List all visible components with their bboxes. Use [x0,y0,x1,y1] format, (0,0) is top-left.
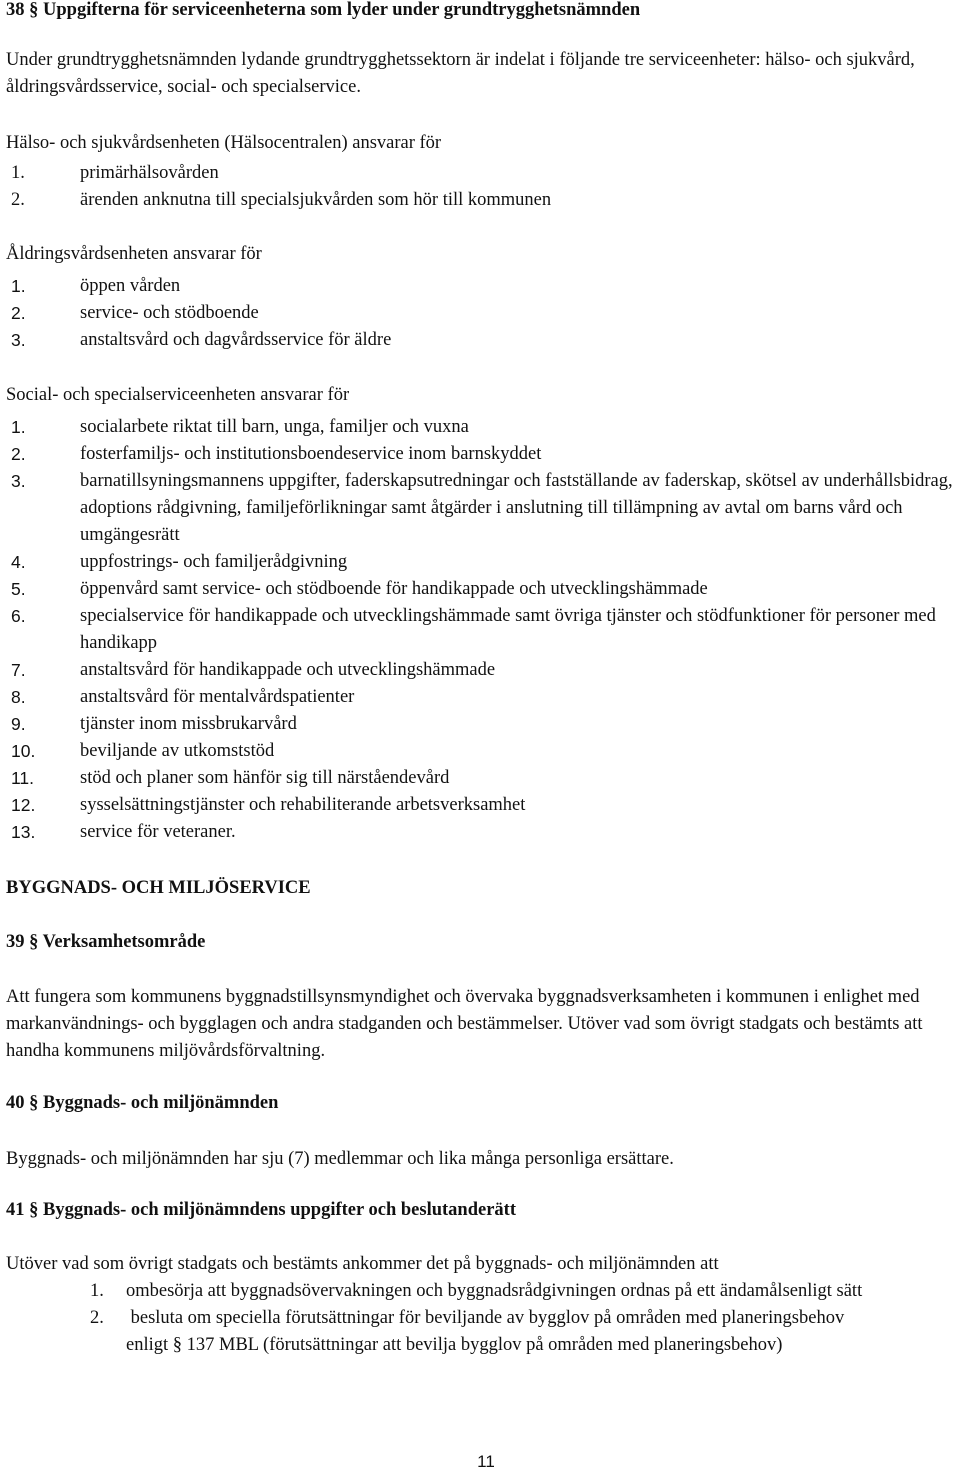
list-text: sysselsättningstjänster och rehabiliterande arbetsverksamhet [80,795,526,815]
list-number: 8. [11,687,26,707]
list-text: specialservice för handikappade och utvecklingshämmade samt övriga tjänster och stödfunktioner för personer med handikapp [80,606,936,653]
list-number: 2. [11,444,26,464]
list-number: 3. [11,471,26,491]
list-item [6,468,956,549]
list-number: 9. [11,714,26,734]
list-number: 4. [11,552,26,572]
list-item [6,711,956,738]
list-text: tjänster inom missbrukarvård [80,714,297,734]
list-item [6,819,956,846]
list-item [6,1305,886,1359]
list-number: 1. [11,417,26,437]
elderly-unit-list [6,273,956,354]
list-text: öppen vården [80,276,181,296]
list-item [6,684,956,711]
list-number: 1. [11,163,25,183]
list-text: socialarbete riktat till barn, unga, familjer och vuxna [80,417,469,437]
list-number: 3. [11,330,26,350]
list-item [6,549,956,576]
list-number: 11. [11,768,35,788]
list-item [6,603,956,657]
section-41-intro: Utöver vad som övrigt stadgats och bestämts ankommer det på byggnads- och miljönämnden att [6,1254,719,1274]
list-text: service- och stödboende [80,303,259,323]
elderly-unit-title: Åldringsvårdsenheten ansvarar för [6,244,262,264]
section-38-intro: Under grundtrygghetsnämnden lydande grundtrygghetssektorn är indelat i följande tre serviceenheter: hälso- och sjukvård, åldringsvårdsservice, social- och specialservice. [6,50,915,97]
list-item [6,160,956,187]
list-text: anstaltsvård för handikappade och utvecklingshämmade [80,660,496,680]
list-item [6,300,956,327]
list-number: 5. [11,579,26,599]
list-item [6,657,956,684]
health-unit-title: Hälso- och sjukvårdsenheten (Hälsocentralen) ansvarar för [6,133,442,153]
list-number: 13. [11,822,36,842]
social-unit-title: Social- och specialserviceenheten ansvarar för [6,385,350,405]
list-number: 6. [11,606,26,626]
list-text: barnatillsyningsmannens uppgifter, faderskapsutredningar och fastställande av faderskap, skötsel av underhållsbidrag, adoptions rådgivning, familjeförlikningar samt åtgärder i anslutning till tillämpning av avtal om barns vård och umgängesrätt [80,471,953,545]
list-text: stöd och planer som hänför sig till närståendevård [80,768,450,788]
list-number: 2. [90,1308,104,1328]
list-text: fosterfamiljs- och institutionsboendeservice inom barnskyddet [80,444,542,464]
section-38-heading: 38 § Uppgifterna för serviceenheterna som lyder under grundtrygghetsnämnden [6,0,641,20]
list-number: 1. [11,276,26,296]
list-item [6,327,956,354]
list-text: öppenvård samt service- och stödboende för handikappade och utvecklingshämmade [80,579,708,599]
list-item [6,765,956,792]
list-text: service för veteraner. [80,822,236,842]
list-text: anstaltsvård och dagvårdsservice för äldre [80,330,392,350]
list-text: ombesörja att byggnadsövervakningen och byggnadsrådgivningen ordnas på ett ändamålsenligt sätt [126,1281,863,1301]
list-number: 2. [11,190,25,210]
list-text: ärenden anknutna till specialsjukvården som hör till kommunen [80,190,552,210]
list-number: 7. [11,660,26,680]
list-item [6,441,956,468]
list-number: 10. [11,741,36,761]
section-41-heading: 41 § Byggnads- och miljönämndens uppgifter och beslutanderätt [6,1200,517,1220]
list-text: anstaltsvård för mentalvårdspatienter [80,687,355,707]
list-item [6,273,956,300]
list-item [6,792,956,819]
section-title: BYGGNADS- OCH MILJÖSERVICE [6,878,311,898]
list-text: primärhälsovården [80,163,219,183]
section-40-text: Byggnads- och miljönämnden har sju (7) medlemmar och lika många personliga ersättare. [6,1149,674,1169]
list-item [6,1278,886,1305]
list-item [6,414,956,441]
list-text: beviljande av utkomststöd [80,741,275,761]
list-item [6,187,956,214]
list-number: 12. [11,795,36,815]
list-number: 2. [11,303,26,323]
section-41-list [6,1278,886,1359]
list-text: besluta om speciella förutsättningar för beviljande av bygglov på områden med planeringsbehov enligt § 137 MBL (förutsättningar att bevilja bygglov på områden med planeringsbehov) [126,1308,849,1355]
list-item [6,576,956,603]
section-39-text: Att fungera som kommunens byggnadstillsynsmyndighet och övervaka byggnadsverksamheten i kommunen i enlighet med markanvändnings- och bygglagen och andra stadganden och bestämmelser. Utöver vad som övrigt stadgats och bestämts att handha kommunens miljövårdsförvaltning. [6,987,923,1061]
section-40-heading: 40 § Byggnads- och miljönämnden [6,1093,279,1113]
list-text: uppfostrings- och familjerådgivning [80,552,348,572]
social-unit-list [6,414,956,846]
list-number: 1. [90,1281,104,1301]
page-number: 11 [477,1452,495,1471]
health-unit-list [6,160,956,214]
list-item [6,738,956,765]
section-39-heading: 39 § Verksamhetsområde [6,932,206,952]
